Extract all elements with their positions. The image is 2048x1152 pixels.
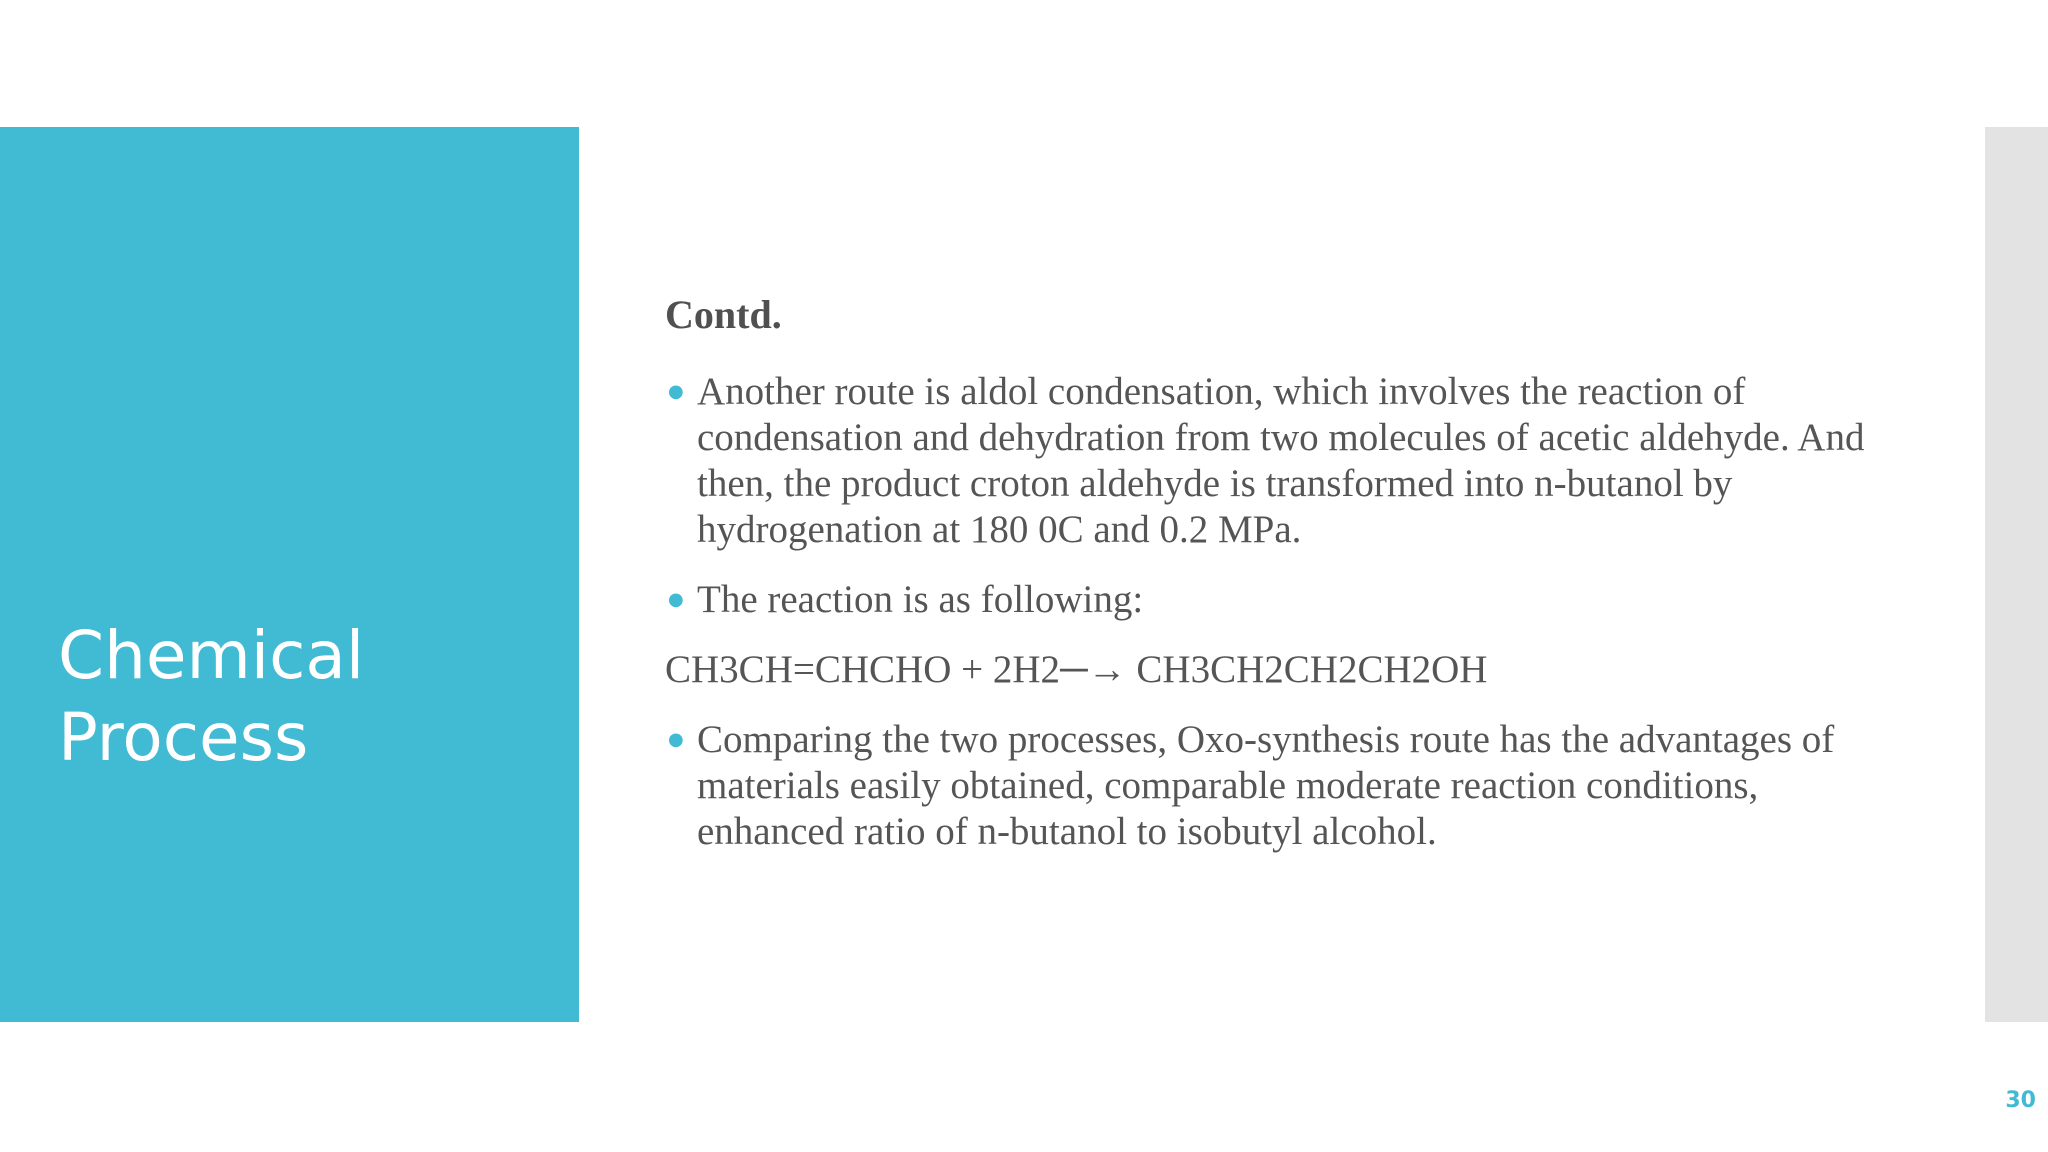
slide-title (58, 615, 364, 779)
bullet-dot-icon: ● (668, 381, 684, 402)
slide-title-line-1: Chemical (58, 617, 365, 694)
bullet-item-2 (665, 577, 1905, 623)
bullet-text-1: Another route is aldol condensation, which involves the reaction of condensation and dehydration from two molecules of acetic aldehyde. And then, the product croton aldehyde is transformed into n-butanol by hydrogenation at 180 0C and 0.2 MPa. (697, 370, 1865, 551)
bullet-dot-icon: ● (668, 589, 684, 610)
bullet-item-1 (665, 369, 1905, 553)
bullet-text-2: The reaction is as following: (697, 578, 1144, 621)
bullet-text-3: Comparing the two processes, Oxo-synthesis route has the advantages of materials easily obtained, comparable moderate reaction conditions, enhanced ratio of n-butanol to isobutyl alcohol. (697, 718, 1835, 853)
page-number: 30 (2005, 1088, 2036, 1113)
title-panel (0, 127, 579, 1022)
bullet-dot-icon: ● (668, 729, 684, 750)
reaction-equation: CH3CH=CHCHO + 2H2─→ CH3CH2CH2CH2OH (665, 648, 1488, 691)
content-heading: Contd. (665, 292, 782, 337)
right-side-bar (1985, 127, 2048, 1022)
bullet-item-3 (665, 717, 1905, 855)
slide-title-line-2: Process (58, 699, 309, 776)
slide-content (665, 285, 1905, 879)
